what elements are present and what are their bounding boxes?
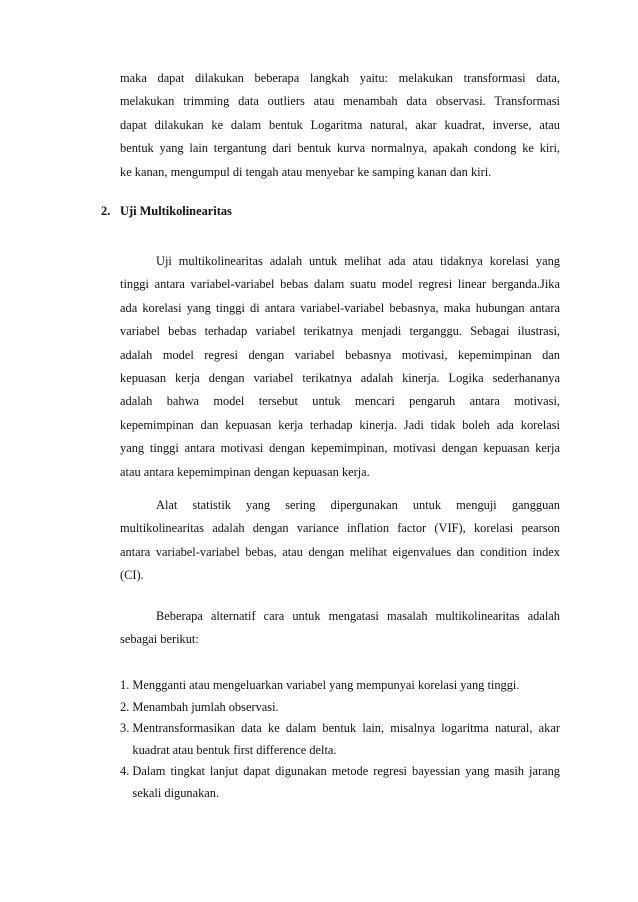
text-line: Alat statistik yang sering dipergunakan untuk menguji gangguan xyxy=(156,498,560,512)
intro-paragraph xyxy=(120,67,560,184)
text-line: melakukan trimming data outliers atau menambah data observasi. Transformasi xyxy=(120,94,560,109)
text-line: multikolinearitas adalah dengan variance inflation factor (VIF), korelasi pearson xyxy=(120,521,560,536)
text-line: antara variabel-variabel bebas, atau dengan melihat eigenvalues dan condition index xyxy=(120,544,560,559)
section-heading xyxy=(101,204,232,219)
alternatives-list xyxy=(120,675,560,805)
text-line: tinggi antara variabel-variabel bebas dalam suatu model regresi linear berganda.Jika xyxy=(120,277,560,292)
list-item-text: Mengganti atau mengeluarkan variabel yang mempunyai korelasi yang tinggi. xyxy=(132,678,520,692)
section-title: Uji Multikolinearitas xyxy=(120,204,232,218)
text-line: adalah model regresi dengan variabel bebasnya motivasi, kepemimpinan dan xyxy=(120,347,560,362)
list-item-text: kuadrat atau bentuk first difference delta. xyxy=(132,742,337,757)
list-item-text: Dalam tingkat lanjut dapat digunakan metode regresi bayessian yang masih jarang xyxy=(132,764,560,779)
text-line: Beberapa alternatif cara untuk mengatasi masalah multikolinearitas adalah xyxy=(156,609,560,623)
text-line: adalah bahwa model tersebut untuk mencari pengaruh antara motivasi, xyxy=(120,394,560,409)
list-item xyxy=(120,697,560,719)
text-line: bentuk yang lain tergantung dari bentuk kurva normalnya, apakah condong ke kiri, xyxy=(120,141,560,156)
text-line: kepuasan kerja dengan variabel terikatnya adalah kinerja. Logika sederhananya xyxy=(120,371,560,386)
list-item-number: 1. xyxy=(120,678,133,692)
text-line: yang tinggi antara motivasi dengan kepemimpinan, motivasi dengan kepuasan kerja xyxy=(120,441,560,456)
text-line: kepemimpinan dan kepuasan kerja terhadap kinerja. Jadi tidak boleh ada korelasi xyxy=(120,417,560,432)
text-line: (CI). xyxy=(120,568,144,583)
list-item-text: Mentransformasikan data ke dalam bentuk lain, misalnya logaritma natural, akar xyxy=(132,721,560,736)
paragraph-tools xyxy=(120,494,560,588)
text-line: dapat dilakukan ke dalam bentuk Logaritma natural, akar kuadrat, inverse, atau xyxy=(120,117,560,132)
list-item xyxy=(120,718,560,761)
list-item-text: sekali digunakan. xyxy=(132,785,220,800)
list-item-number: 4. xyxy=(120,764,133,779)
list-item-number: 3. xyxy=(120,721,133,736)
text-line: ke kanan, mengumpul di tengah atau menyebar ke samping kanan dan kiri. xyxy=(120,164,492,179)
text-line: Uji multikolinearitas adalah untuk melihat ada atau tidaknya korelasi yang xyxy=(156,254,560,268)
text-line: maka dapat dilakukan beberapa langkah yaitu: melakukan transformasi data, xyxy=(120,71,560,85)
paragraph-alternatives xyxy=(120,605,560,652)
list-item xyxy=(120,675,560,697)
text-line: variabel bebas terhadap variabel terikatnya menjadi terganggu. Sebagai ilustrasi, xyxy=(120,324,560,339)
text-line: sebagai berikut: xyxy=(120,632,199,647)
text-line: ada korelasi yang tinggi di antara variabel-variabel bebasnya, maka hubungan antara xyxy=(120,300,560,315)
list-item-text: Menambah jumlah observasi. xyxy=(132,699,279,714)
list-item xyxy=(120,761,560,804)
text-line: atau antara kepemimpinan dengan kepuasan kerja. xyxy=(120,464,370,479)
list-item-number: 2. xyxy=(120,699,133,714)
section-number: 2. xyxy=(101,204,111,218)
paragraph-definition xyxy=(120,250,560,484)
